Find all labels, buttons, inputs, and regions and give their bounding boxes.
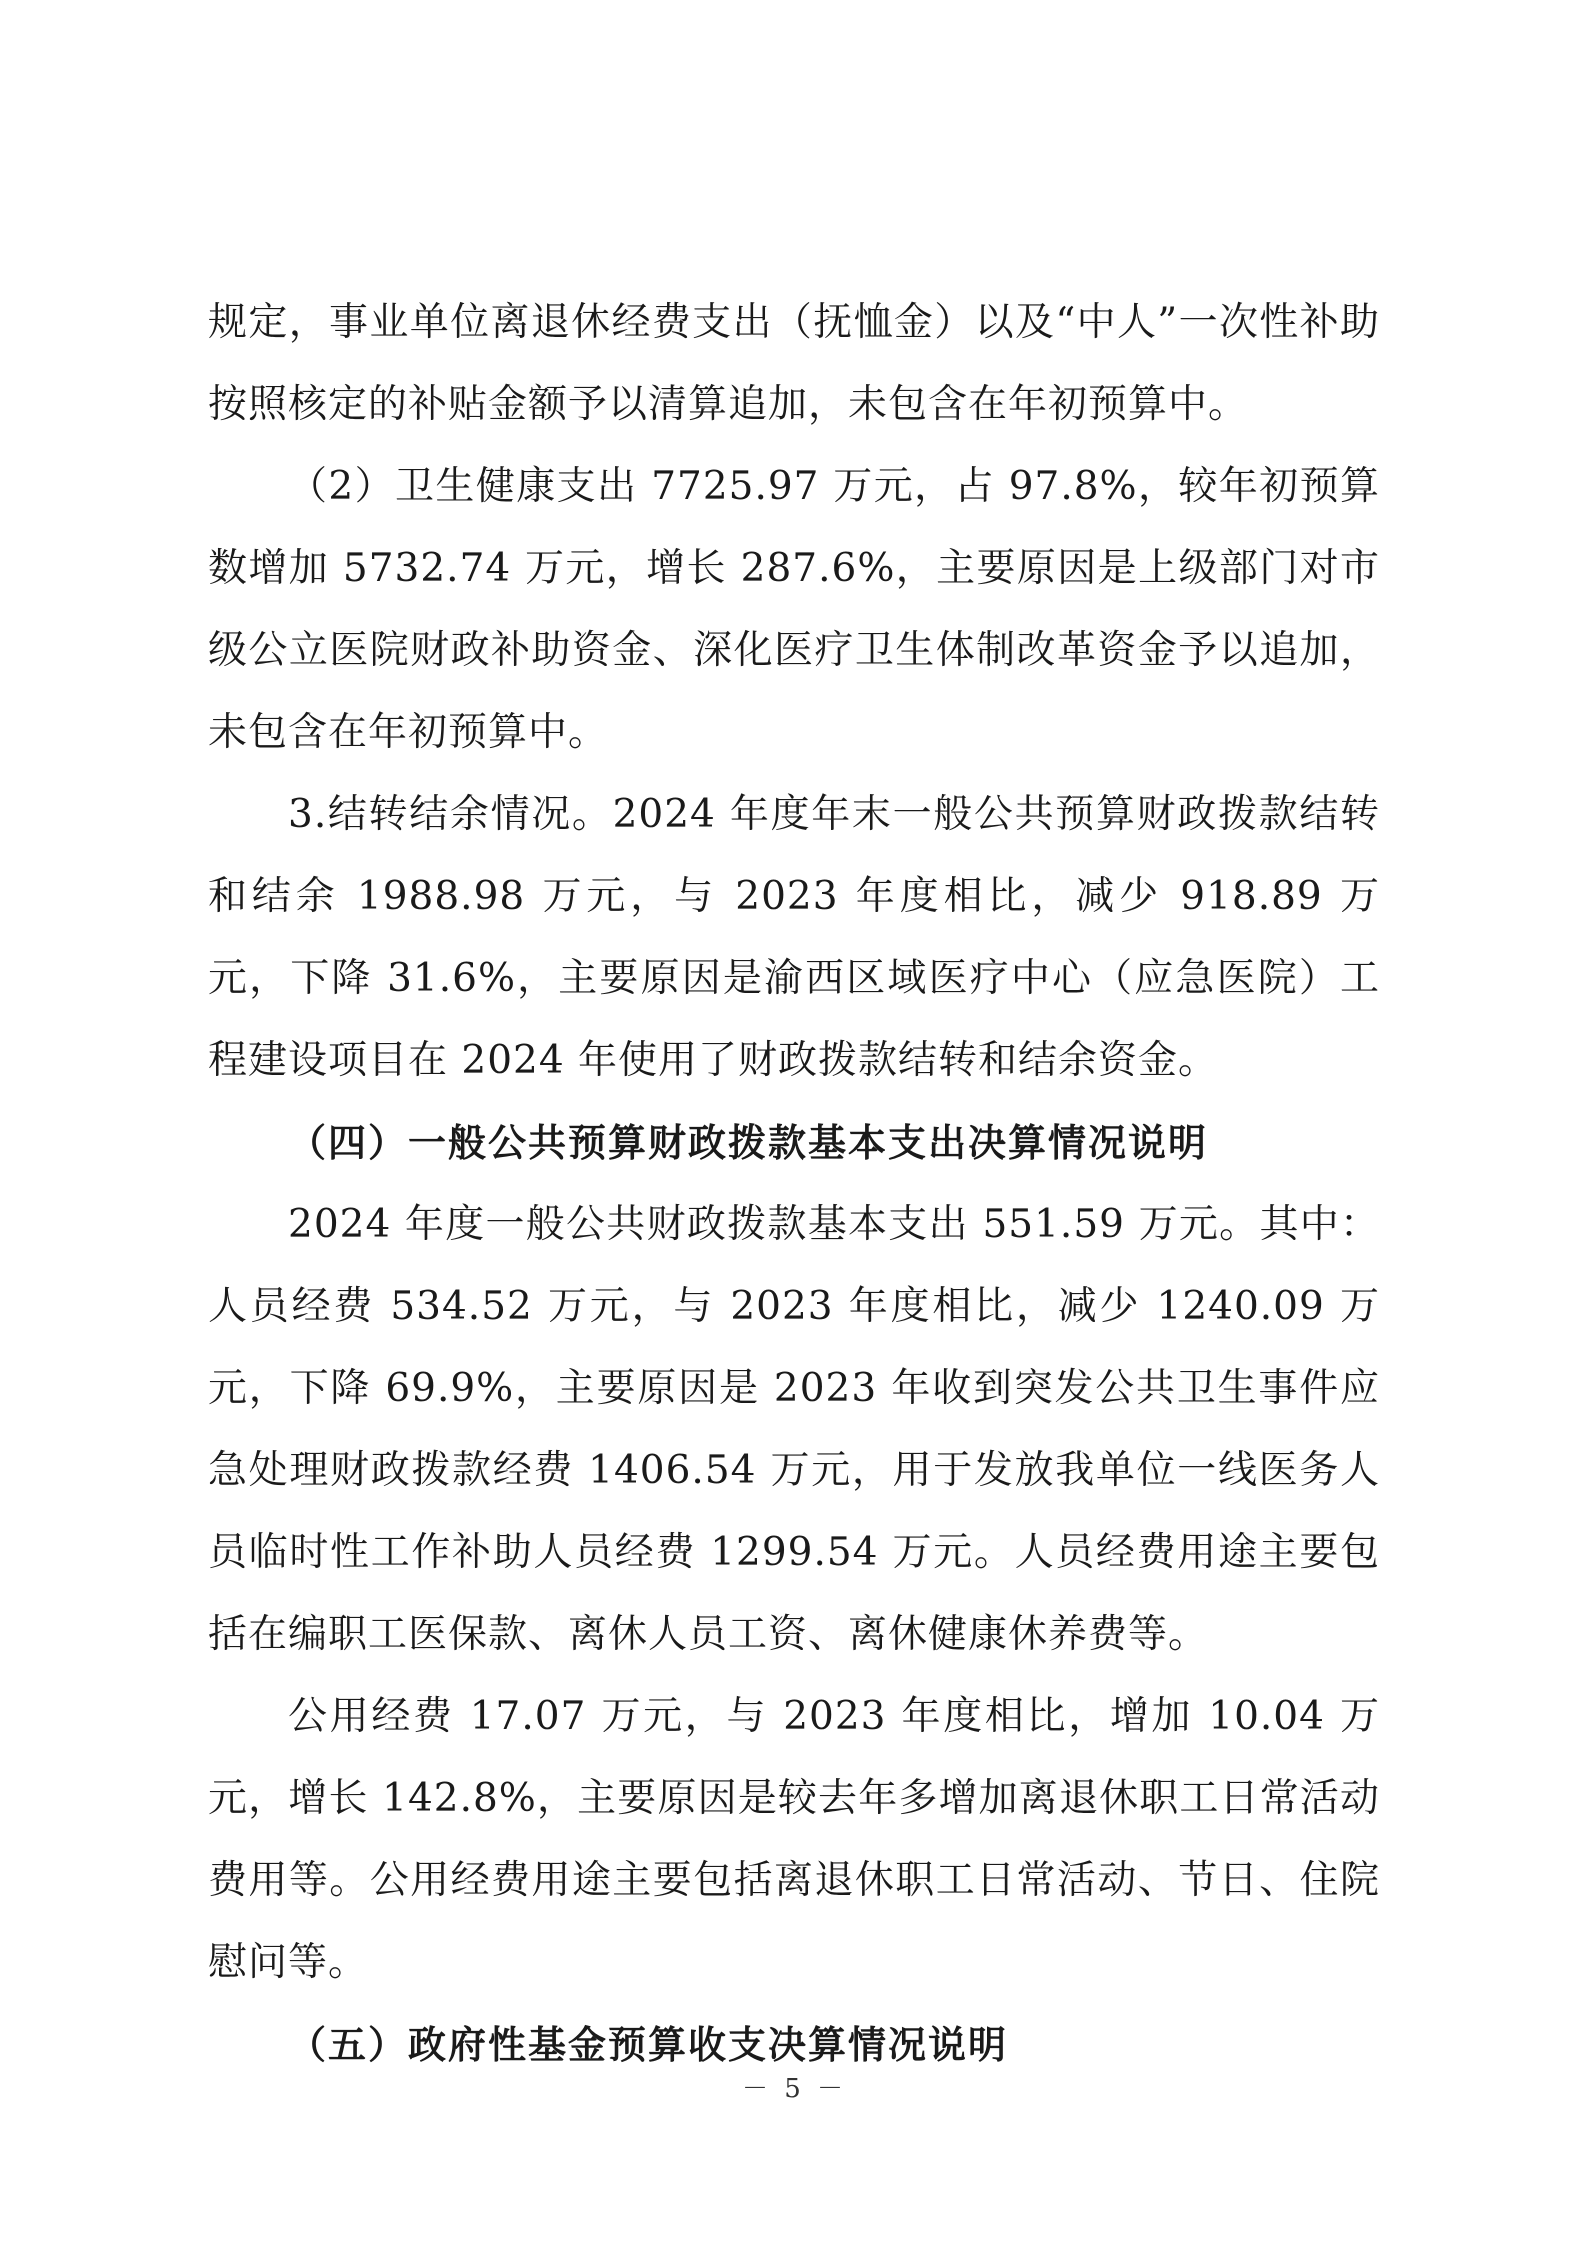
paragraph-personnel-expenses: 2024 年度一般公共财政拨款基本支出 551.59 万元。其中：人员经费 534.52 万元，与 2023 年度相比，减少 1240.09 万元，下降 69.9%，主要原因是 2023 年收到突发公共卫生事件应急处理财政拨款经费 1406.54 万元，用于发放我单位一线医务人员临时性工作补助人员经费 1299.54 万元。人员经费用途主要包括在编职工医保款、离休人员工资、离休健康休养费等。 — [208, 1202, 1380, 1657]
paragraph-health-expenditure: （2）卫生健康支出 7725.97 万元，占 97.8%，较年初预算数增加 5732.74 万元，增长 287.6%，主要原因是上级部门对市级公立医院财政补助资金、深化医疗卫生体制改革资金予以追加，未包含在年初预算中。 — [208, 464, 1380, 755]
paragraph-carryover-balance: 3.结转结余情况。2024 年度年末一般公共预算财政拨款结转和结余 1988.98 万元，与 2023 年度相比，减少 918.89 万元，下降 31.6%，主要原因是渝西区域医疗中心（应急医院）工程建设项目在 2024 年使用了财政拨款结转和结余资金。 — [208, 792, 1380, 1083]
document-body — [208, 282, 1380, 2086]
section-heading-government-fund: （五）政府性基金预算收支决算情况说明 — [288, 2023, 1009, 2067]
paragraph-retirement-expenses: 规定，事业单位离退休经费支出（抚恤金）以及“中人”一次性补助按照核定的补贴金额予以清算追加，未包含在年初预算中。 — [208, 300, 1380, 427]
paragraph-public-expenses: 公用经费 17.07 万元，与 2023 年度相比，增加 10.04 万元，增长 142.8%，主要原因是较去年多增加离退休职工日常活动费用等。公用经费用途主要包括离退休职工日常活动、节日、住院慰问等。 — [208, 1694, 1380, 1985]
page-number: － 5 － — [741, 2074, 848, 2104]
section-heading-basic-expenditure: （四）一般公共预算财政拨款基本支出决算情况说明 — [288, 1121, 1209, 1165]
